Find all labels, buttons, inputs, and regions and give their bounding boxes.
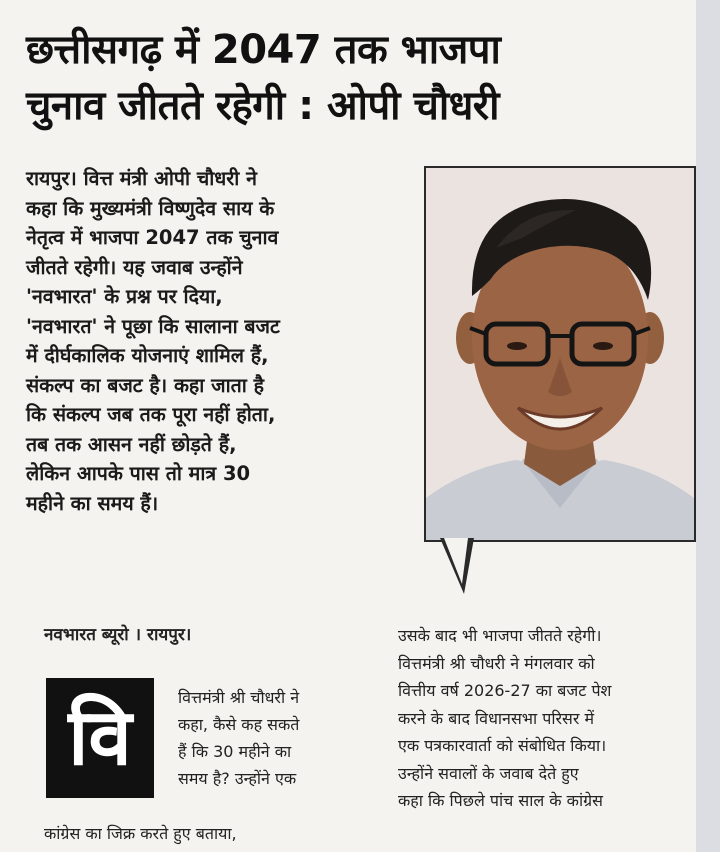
body-line: एक पत्रकारवार्ता को संबोधित किया। (398, 736, 607, 755)
intro-line: कि संकल्प जब तक पूरा नहीं होता, (26, 403, 276, 426)
headline-line-2: चुनाव जीतते रहेगी : ओपी चौधरी (26, 83, 500, 129)
intro-line: संकल्प का बजट है। कहा जाता है (26, 373, 264, 397)
left-column-last-line (44, 820, 237, 847)
intro-line: 'नवभारत' के प्रश्न पर दिया, (26, 285, 223, 308)
intro-line: तब तक आसन नहीं छोड़ते हैं, (26, 432, 237, 456)
intro-line: लेकिन आपके पास तो मात्र 30 (26, 462, 251, 485)
intro-line: जीतते रहेगी। यह जवाब उन्होंने (26, 255, 243, 279)
intro-paragraph (26, 164, 394, 518)
intro-line: कहा कि मुख्यमंत्री विष्णुदेव साय के (26, 196, 275, 220)
body-line: उसके बाद भी भाजपा जीतते रहेगी। (398, 626, 602, 645)
body-line: हैं कि 30 महीने का (178, 742, 292, 761)
body-line: उन्होंने सवालों के जवाब देते हुए (398, 763, 579, 783)
body-line: करने के बाद विधानसभा परिसर में (398, 708, 595, 728)
byline: नवभारत ब्यूरो । रायपुर। (44, 625, 192, 645)
left-column (178, 684, 388, 792)
intro-line: नेतृत्व में भाजपा 2047 तक चुनाव (26, 226, 279, 249)
page-edge-strip (696, 0, 720, 852)
body-line: कहा कि पिछले पांच साल के कांग्रेस (398, 791, 603, 810)
body-line: समय है? उन्होंने एक (178, 769, 297, 788)
intro-line: रायपुर। वित्त मंत्री ओपी चौधरी ने (26, 167, 257, 190)
headline-line-1: छत्तीसगढ़ में 2047 तक भाजपा (26, 27, 501, 73)
body-line: वित्तमंत्री श्री चौधरी ने मंगलवार को (398, 653, 595, 673)
body-line: वित्तमंत्री श्री चौधरी ने (178, 688, 300, 707)
intro-line: 'नवभारत' ने पूछा कि सालाना बजट (26, 314, 280, 338)
speech-bubble-tail-inner (444, 538, 468, 584)
right-column (398, 622, 698, 815)
body-line: वित्तीय वर्ष 2026-27 का बजट पेश (398, 681, 612, 700)
body-line: कहा, कैसे कह सकते (178, 715, 300, 734)
intro-line: महीने का समय हैं। (26, 491, 159, 515)
body-line: कांग्रेस का जिक्र करते हुए बताया, (44, 824, 237, 843)
intro-line: में दीर्घकालिक योजनाएं शामिल हैं, (26, 344, 269, 367)
portrait-photo (424, 166, 696, 542)
dropcap: वि (46, 678, 154, 798)
portrait-illustration (426, 168, 694, 540)
headline (26, 22, 686, 134)
